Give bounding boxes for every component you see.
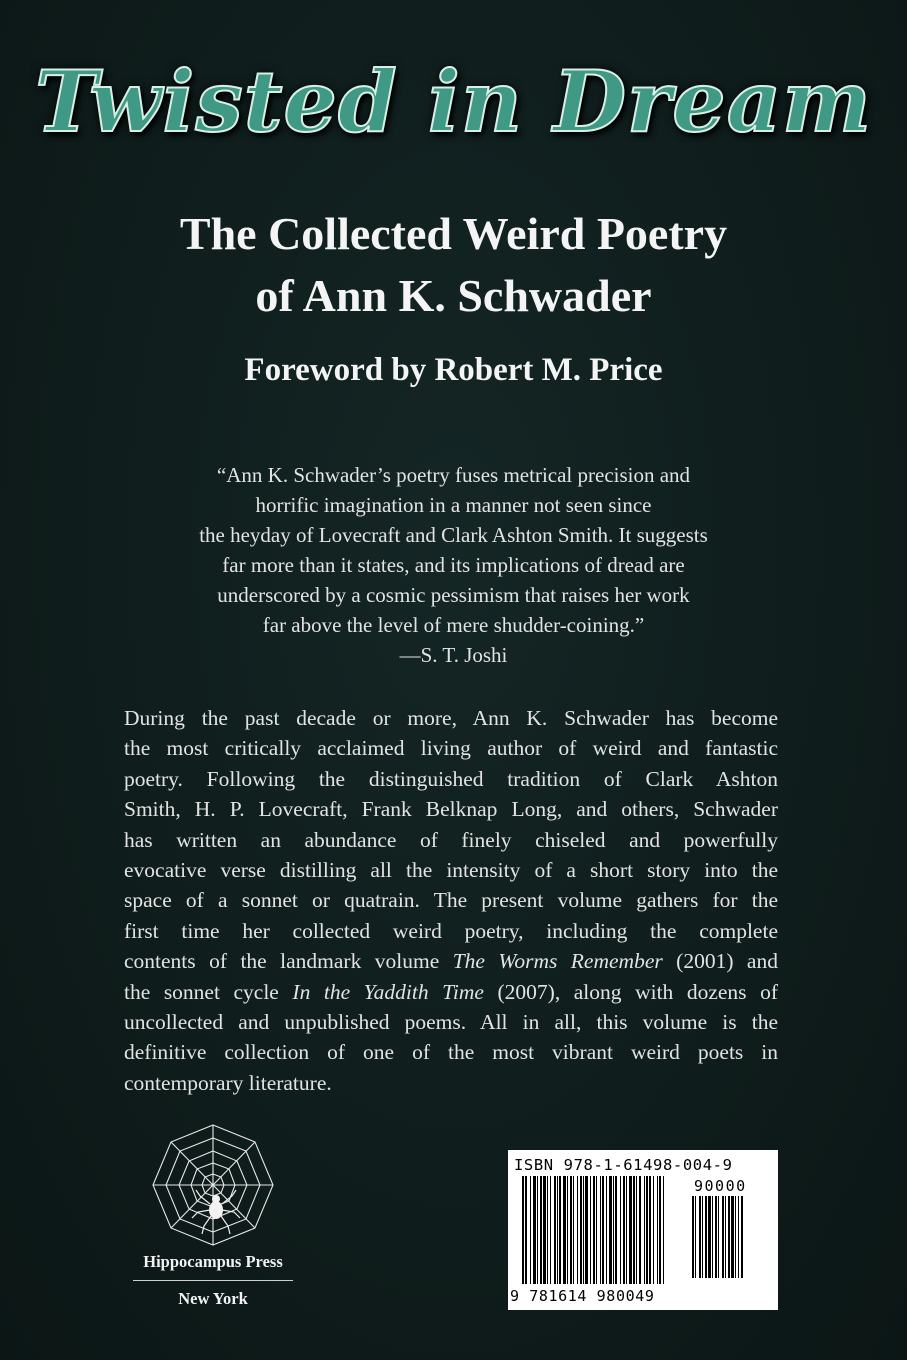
isbn-barcode (508, 1150, 778, 1310)
description-line (124, 977, 778, 1007)
barcode-bar (695, 1196, 696, 1278)
quote-line: the heyday of Lovecraft and Clark Ashton Smith. It suggests (199, 523, 708, 547)
publisher-city: New York (178, 1289, 248, 1308)
barcode-bar (613, 1176, 614, 1284)
quote-line: far above the level of mere shudder-coining.” (262, 613, 645, 637)
barcode-bar (606, 1176, 607, 1284)
description-line: first time her collected weird poetry, including the complete (124, 918, 778, 943)
barcode-bar (728, 1196, 730, 1278)
barcode-bar (600, 1176, 601, 1284)
book-description (124, 703, 778, 1098)
book-title: Twisted in Dream (34, 52, 873, 151)
barcode-bar (718, 1196, 719, 1278)
barcode-bar (735, 1196, 736, 1278)
barcode-bar (580, 1176, 582, 1284)
description-text: contents of the landmark volume (124, 949, 453, 974)
quote-line: “Ann K. Schwader’s poetry fuses metrical precision and (216, 463, 691, 487)
barcode-bar (715, 1196, 717, 1278)
barcode-bar (533, 1176, 536, 1284)
barcode-bar (602, 1176, 604, 1284)
description-line: contemporary literature. (124, 1070, 332, 1095)
quote-line: far more than it states, and its implications of dread are (222, 553, 685, 577)
foreword-credit: Foreword by Robert M. Price (244, 352, 663, 388)
description-line: During the past decade or more, Ann K. Schwader has become (124, 706, 778, 730)
barcode-bar (567, 1176, 568, 1284)
description-text: the sonnet cycle (124, 979, 293, 1004)
barcode-bar (537, 1176, 538, 1284)
ean-bars (522, 1176, 692, 1288)
barcode-bar (738, 1196, 739, 1278)
barcode-bar (570, 1176, 572, 1284)
quote-line: horrific imagination in a manner not seen since (255, 493, 652, 517)
blurb-quote (120, 460, 787, 670)
barcode-bar (590, 1176, 591, 1284)
description-line: definitive collection of one of the most vibrant weird poets in (124, 1040, 778, 1065)
barcode-bar (639, 1176, 641, 1284)
barcode-bar (636, 1176, 637, 1284)
barcode-bar (725, 1196, 726, 1278)
barcode-bar (702, 1196, 703, 1278)
publisher-name: Hippocampus Press (143, 1252, 283, 1271)
barcode-bar (557, 1176, 558, 1284)
barcode-bar (663, 1176, 664, 1284)
barcode-bar (649, 1176, 651, 1284)
barcode-bar (699, 1196, 701, 1278)
barcode-bar (615, 1176, 617, 1284)
title-worms-remember: The Worms Remember (452, 949, 663, 974)
barcode-bar (530, 1176, 531, 1284)
barcode-bar (543, 1176, 546, 1284)
publisher-block (118, 1120, 308, 1309)
barcode-bar (653, 1176, 654, 1284)
description-line: the most critically acclaimed living author of weird and fantastic (124, 736, 778, 761)
barcode-bar (623, 1176, 625, 1284)
quote-line: underscored by a cosmic pessimism that raises her work (217, 583, 690, 607)
barcode-bar (559, 1176, 561, 1284)
subtitle-line-1: The Collected Weird Poetry (179, 208, 728, 259)
description-line: uncollected and unpublished poems. All in all, this volume is the (124, 1010, 778, 1035)
description-line: poetry. Following the distinguished tradition of Clark Ashton (124, 766, 778, 791)
barcode-bar (525, 1176, 527, 1284)
barcode-bar (547, 1176, 548, 1284)
title-yaddith-time: In the Yaddith Time (292, 979, 484, 1004)
barcode-bar (705, 1196, 707, 1278)
addon-bars (692, 1196, 772, 1278)
barcode-bar (585, 1176, 588, 1284)
barcode-bar (593, 1176, 595, 1284)
quote-attribution: —S. T. Joshi (399, 643, 508, 667)
barcode-bar (644, 1176, 645, 1284)
barcode-bar (540, 1176, 542, 1284)
ean-digits: 9 781614 980049 (510, 1287, 655, 1305)
description-line: evocative verse distilling all the intensity of a short story into the (124, 858, 778, 883)
price-code: 90000 (694, 1177, 747, 1195)
description-line: Smith, H. P. Lovecraft, Frank Belknap Long, and others, Schwader (124, 797, 778, 822)
subtitle-line-2: of Ann K. Schwader (255, 270, 652, 321)
barcode-bar (731, 1196, 734, 1278)
barcode-bar (626, 1176, 627, 1284)
barcode-bar (573, 1176, 574, 1284)
barcode-bar (554, 1176, 556, 1284)
isbn-number: ISBN 978-1-61498-004-9 (514, 1156, 733, 1174)
barcode-bar (596, 1176, 597, 1284)
barcode-bar (741, 1196, 743, 1278)
barcode-bar (712, 1196, 713, 1278)
description-line: space of a sonnet or quatrain. The present volume gathers for the (124, 888, 778, 913)
barcode-bar (646, 1176, 648, 1284)
barcode-bar (692, 1196, 694, 1278)
description-line (124, 946, 778, 976)
barcode-bar (577, 1176, 578, 1284)
barcode-bar (659, 1176, 661, 1284)
publisher-divider (133, 1280, 293, 1281)
barcode-bar (629, 1176, 632, 1284)
barcode-bar (550, 1176, 551, 1284)
barcode-bar (563, 1176, 566, 1284)
barcode-bar (609, 1176, 612, 1284)
barcode-bar (657, 1176, 658, 1284)
spider-web-icon (148, 1120, 278, 1250)
barcode-bar (522, 1176, 524, 1284)
barcode-bar (583, 1176, 584, 1284)
barcode-bar (620, 1176, 621, 1284)
description-line: has written an abundance of finely chiseled and powerfully (124, 827, 778, 852)
barcode-bar (708, 1196, 711, 1278)
barcode-bar (722, 1196, 724, 1278)
barcode-bar (633, 1176, 635, 1284)
description-text: (2001) and (662, 949, 778, 974)
description-text: (2007), along with dozens of (483, 979, 778, 1004)
